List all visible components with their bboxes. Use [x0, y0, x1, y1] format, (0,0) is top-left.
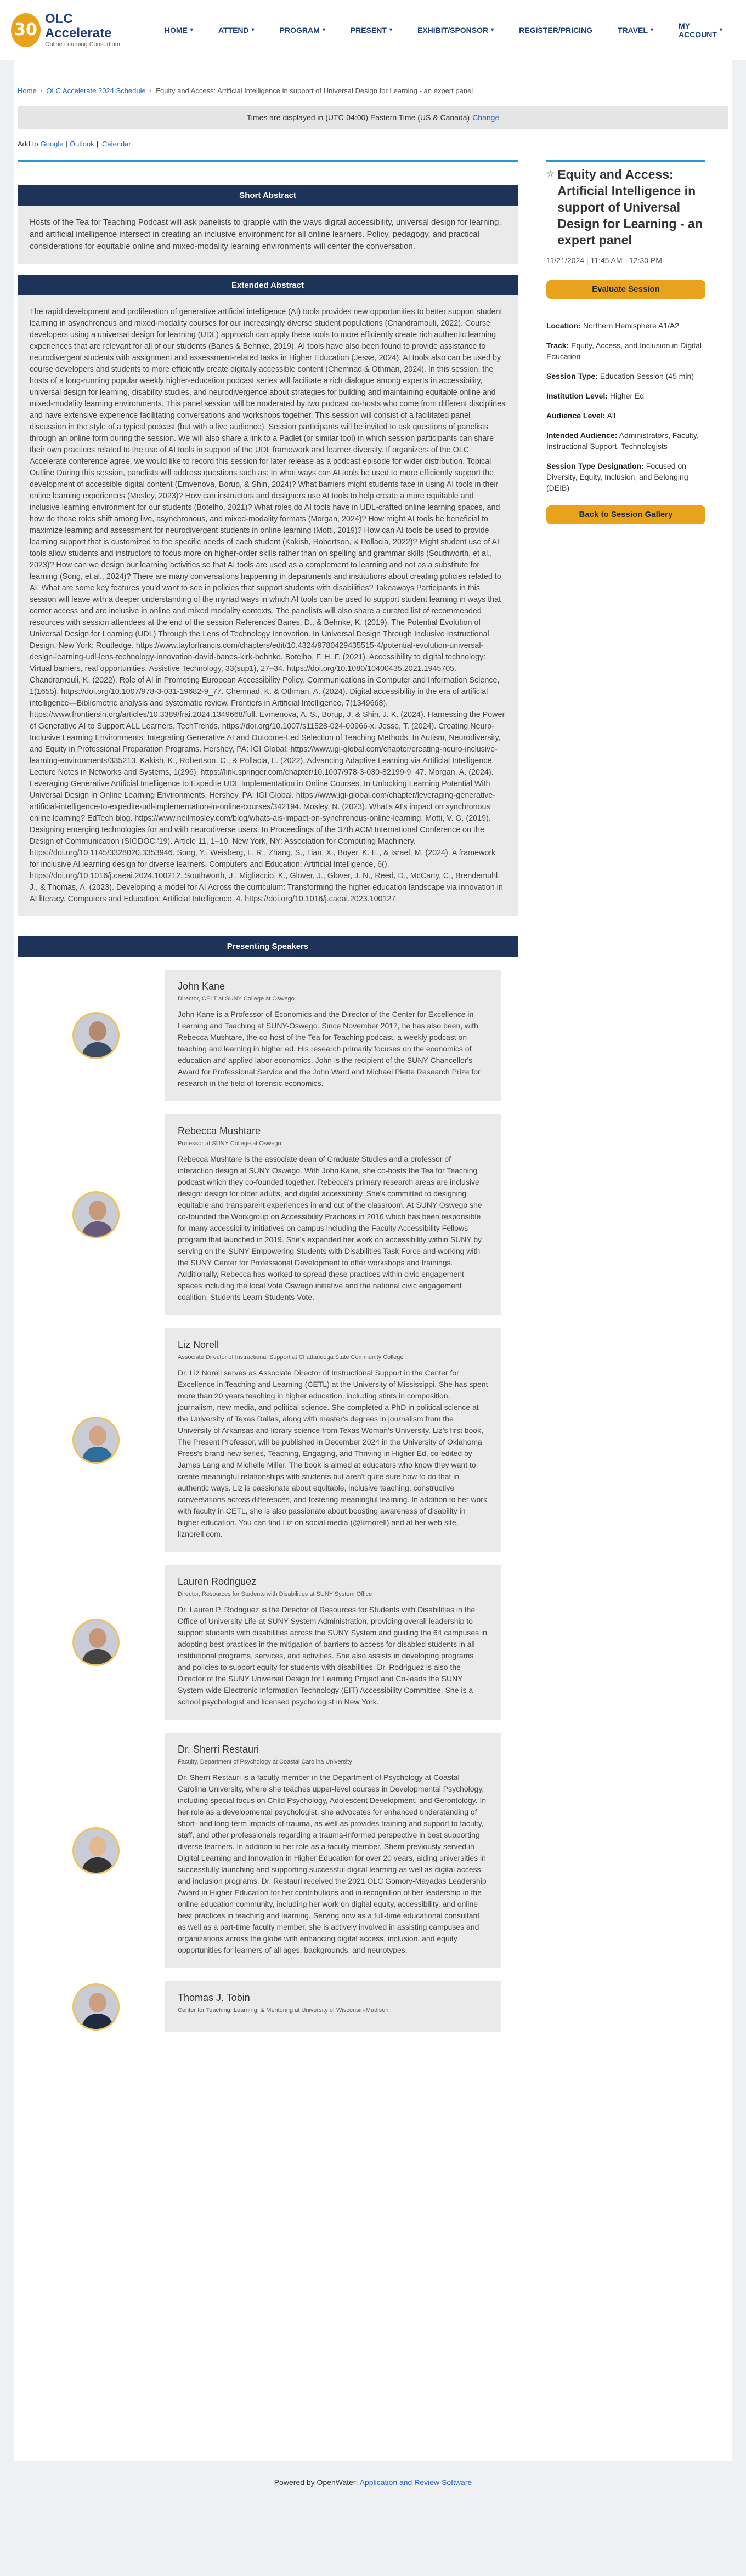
top-navigation — [0, 0, 746, 60]
avatar — [72, 1417, 120, 1464]
speaker-name: Dr. Sherri Restauri — [178, 1744, 259, 1755]
back-to-session-gallery-button[interactable]: Back to Session Gallery — [546, 505, 705, 524]
timezone-bar — [18, 106, 728, 129]
speaker-name: Rebecca Mushtare — [178, 1125, 261, 1136]
chevron-down-icon: ▾ — [650, 27, 653, 33]
add-to-outlook-link[interactable]: Outlook — [69, 140, 94, 148]
chevron-down-icon: ▾ — [322, 27, 325, 33]
session-institution-level: Institution Level: Higher Ed — [546, 391, 645, 400]
timezone-text: Times are displayed in (UTC-04:00) Eastern Time (US & Canada) — [246, 113, 470, 122]
speaker-bio: Dr. Sherri Restauri is a faculty member in the Department of Psychology at Coastal Carolina University, where she teaches upper-level courses in Developmental Psychology, including special focus on Child Psychology, Adolescent Development, and Gerontology. In her role as a developmental psychologist, she advocates for enhanced understanding of short- and long-term impacts of trauma, as well as provides training and support to faculty, staff, and other professionals regarding a trauma-informed perspective in best supporting diverse learners. In addition to her role as a faculty member, Sherri previously served in Digital Learning and Innovation in Higher Education for over 20 years, aiding universities in successfully launching and supporting successful digital learning as well as digital access and inclusion programs. Dr. Restauri received the 2021 OLC Gomory-Mayadas Leadership Award in Higher Education for her contributions and in recognition of her leadership in the online education community, including her work on digital equity, accessibility, and online best practices in teaching and learning. Serving now as a full-time educational consultant as well as a part-time faculty member, she is actively involved in assisting campuses and organizations across the globe with enhancing digital access, inclusion, and equity opportunities for learners of all ages, backgrounds, and neurotypes. — [178, 1773, 487, 1954]
speaker-title: Director, CELT at SUNY College at Oswego — [178, 996, 295, 1002]
speaker-card — [18, 970, 518, 1101]
short-abstract-text: Hosts of the Tea for Teaching Podcast will ask panelists to grapple with the ways digital accessibility, universal design for learning, and artificial intelligence intersect in creating an inclusive environment for all online learners. Policy, pedagogy, and practical considerations for equitable online and mixed-modality learning environments will center the conversation. — [18, 206, 518, 264]
add-to-label: Add to — [18, 140, 38, 148]
speaker-name: John Kane — [178, 981, 225, 992]
speaker-title: Professor at SUNY College at Oswego — [178, 1140, 281, 1147]
speaker-bio: Rebecca Mushtare is the associate dean of Graduate Studies and a professor of interaction design at SUNY Oswego. With John Kane, she co-hosts the Tea for Teaching podcast which they co-founded together. Rebecca's primary research areas are inclusive design: design for older adults, and digital accessibility. She's committed to designing equitable and transparent experiences in and out of the classroom. At SUNY Oswego she co-founded the Workgroup on Accessibility Practices in 2016 which has been responsible for many accessibility initiatives on campus including the Faculty Accessibility Fellows program that launched in 2019. She's expanded her work on accessibility within SUNY by serving on the SUNY Empowering Students with Disabilities Task Force and working with the SUNY Center for Professional Development to offer workshops and trainings. Additionally, Rebecca has worked to spread these practices within civic engagement spaces including the local Vote Oswego initiative and the national civic engagement coalition, Students Learn Students Vote. — [178, 1155, 482, 1301]
speaker-card — [18, 1981, 518, 2032]
timezone-change-link[interactable]: Change — [472, 113, 500, 122]
footer-link[interactable]: Application and Review Software — [359, 2478, 472, 2487]
chevron-down-icon: ▾ — [719, 27, 722, 33]
speaker-card — [18, 1328, 518, 1552]
breadcrumb-current: Equity and Access: Artificial Intelligence in support of Universal Design for Learning - an expert panel — [155, 87, 473, 95]
add-to-calendar: Add to Google | Outlook | iCalendar — [18, 140, 131, 148]
speaker-bio: John Kane is a Professor of Economics and the Director of the Center for Excellence in Learning and Teaching at SUNY-Oswego. Since November 2017, he has also been, with Rebecca Mushtare, the co-host of the Tea for Teaching podcast, a weekly podcast on teaching and learning in higher ed. His research primarily focuses on the economics of education and applied labor economics. John is the recipient of the SUNY Chancellor's Award for Professional Service and the John Ward and Michael Piette Research Prize for research in the field of forensic economics. — [178, 1010, 481, 1088]
speaker-card — [18, 1114, 518, 1315]
logo-title: OLC Accelerate — [45, 12, 112, 41]
speaker-name: Lauren Rodriguez — [178, 1576, 257, 1587]
speaker-bio: Dr. Lauren P. Rodriguez is the Director of Resources for Students with Disabilities in the Office of University Life at SUNY System Administration, providing overall leadership to support students with disabilities across the SUNY System and guiding the 64 campuses in adopting best practices in the mitigation of barriers to access for disabled students in all institutional programs, services, and activities. She also assists in developing programs and policies to support equity for students with disabilities. Dr. Rodriguez is also the Director of the SUNY Universal Design for Learning Project and Co-leads the SUNY System-wide Electronic Information Technology (EIT) Accessibility Committee. She is a school psychologist and licensed psychologist in New York. — [178, 1605, 487, 1706]
session-sidebar — [546, 160, 705, 2032]
star-icon[interactable]: ☆ — [546, 169, 555, 179]
avatar — [72, 1827, 120, 1874]
breadcrumb-schedule[interactable]: OLC Accelerate 2024 Schedule — [46, 87, 146, 95]
short-abstract-heading: Short Abstract — [18, 185, 518, 206]
speaker-title: Associate Director of Instructional Support at Chattanooga State Community College — [178, 1354, 404, 1361]
speaker-title: Faculty, Department of Psychology at Coastal Carolina University — [178, 1759, 352, 1765]
add-to-google-link[interactable]: Google — [40, 140, 64, 148]
logo-subtitle: Online Learning Consortium — [45, 41, 120, 48]
nav-item-exhibit-sponsor[interactable]: EXHIBIT/SPONSOR ▾ — [417, 25, 494, 35]
speaker-card — [18, 1565, 518, 1720]
nav-item-present[interactable]: PRESENT ▾ — [350, 25, 392, 35]
main-menu — [152, 21, 735, 39]
avatar — [72, 1012, 120, 1059]
divider — [18, 160, 518, 162]
evaluate-session-button[interactable]: Evaluate Session — [546, 280, 705, 299]
logo-badge: 30 — [11, 13, 41, 47]
footer — [0, 2461, 746, 2503]
nav-item-attend[interactable]: ATTEND ▾ — [218, 25, 255, 35]
avatar — [72, 1619, 120, 1666]
extended-abstract-text: The rapid development and proliferation of generative artificial intelligence (AI) tools provides new opportunities to better support student learning in asynchronous and mixed-modality courses for our increasingly diverse student populations (Chandramouli, 2022). Course developers using a universal design for learning (UDL) approach can apply these tools to more efficiently create rich authentic learning experiences that are relevant for all of our students (Banes & Behnke, 2019). AI tools have also been found to provide assistance to neurodivergent students with assignment and assessment-related tasks in Higher Education (Jesse, 2024). AI tools also can be used by course developers and students to more efficiently create digitally accessible content (Chemnad & Othman, 2024). In this session, the hosts of a long-running popular weekly higher-education podcast series will facilitate a rich dialogue among experts in accessibility, universal design for learning, disability studies, and neurodivergence about strategies for building and maintaining equitable online and mixed-modality learning environments. This panel session will be moderated by two podcast co-hosts who come from different disciplines and have extensive experience facilitating conversations and workshops together. This session will consist of a facilitated panel discussion in the style of a typical podcast (but with a live audience). Session participants will be invited to ask questions of panelists through an online form during the session. We will also share a link to a Padlet (or similar tool) in which session participants can share their own practices related to the use of AI tools in support of the UDL framework and learner diversity. If organizers of the OLC Accelerate conference agree, we would like to record this session for later release as a podcast episode for wider distribution. Topical Outline During this session, panelists will address questions such as: In what ways can AI tools be used to more efficiently support the development of accessible digital content (Emvenova, Borup, & Shin, 2024)? What barriers might students face in using AI tools in their online learning experiences (Mosley, 2023)? How can instructors and designers use AI tools to help create a more equitable and inclusive learning environment for our students (Botelho, 2021)? What roles do AI tools have in UDL-crafted online learning spaces, and how do those roles shift among live, asynchronous, and mixed-modality formats (Morgan, 2024)? How might AI tools be beneficial to maximize learning and assessment for neurodivergent students in online learning (Motti, 2019)? How can AI tools be used to provide learning support that is customized to the specific needs of each student (Kakish, Robertson, & Pollacia, 2022)? Might student use of AI tools allow students and instructors to focus more on higher-order skills rather than on spelling and grammar skills (Southworth, et al., 2023)? How can we design our learning activities so that AI tools are used as a complement to learning and not as a substitute for learning (Song, et al., 2024)? There are many conversations happening in departments and institutions about creating policies related to AI. What are some key features you'd want to see in policies that support students with disabilities? Takeaways Participants in this session will leave with a deeper understanding of the myriad ways in which AI tools can be used to support student learning in ways that center access and are inclusive in online and mixed modality contexts. The panelists will also share a curated list of recommended resources with session attendees at the end of the session References Banes, D., & Behnke, K. (2019). The Potential Evolution of Universal Design for Learning (UDL) Through the Lens of Technology Innovation. In Universal Design Through Inclusive Instructional Design. New York: Routledge. https://www.taylorfrancis.com/chapters/edit/10.4324/9780429435515-4/potential-evolution-universal-design-learning-udl-lens-technology-innovation-david-banes-kirk-behnke. Botelho, F. H. F. (2021). Accessibility to digital technology: Virtual barriers, real opportunities. Assistive Technology, 33(sup1), 27–34. https://doi.org/10.1080/10400435.2021.1945705. Chandramouli, K. (2022). Role of AI in Promoting European Accessibility Policy. Communications in Computer and Information Science, 1(1655). https://doi.org/10.1007/978-3-031-19682-9_77. Chemnad, K. & Othman, A. (2024). Digital accessibility in the era of artificial intelligence—Bibliometric analysis and systematic review. Frontiers in Artificial Intelligence, 7(1349668). https://www.frontiersin.org/articles/10.3389/frai.2024.1349668/full. Evmenova, A. S., Borup, J. & Shin, J. K. (2024). Harnessing the Power of Generative AI to Support ALL Learners. TechTrends. https://doi.org/10.1007/s11528-024-00966-x. Jesse, T. (2024). Creating Neuro-Inclusive Learning Environments: Integrating Generative AI and Outcome-Led Selection of Teaching Methods. In Autism, Neurodiversity, and Equity in Professional Preparation Programs. Hershey, PA: IGI Global. https://www.igi-global.com/chapter/creating-neuro-inclusive-learning-environments/335213. Kakish, K., Robertson, C., & Pollacia, L. (2022). Advancing Adaptive Learning via Artificial Intelligence. Lecture Notes in Networks and Systems, 1(296). https://link.springer.com/chapter/10.1007/978-3-030-82199-9_47. Morgan, A. (2024). Leveraging Generative Artificial Intelligence to Expedite UDL Implementation in Online Courses. In Unlocking Learning Potential With Universal Design in Online Learning Environments. Hershey, PA: IGI Global. https://www.igi-global.com/chapter/leveraging-generative-artificial-intelligence-to-expedite-udl-implementation-in-online-courses/342194. Mosley, N. (2023). What's AI's impact on synchronous online learning? EdTech blog. https://www.neilmosley.com/blog/whats-ais-impact-on-synchronous-online-learning. Motti, V. G. (2019). Designing emerging technologies for and with neurodiverse users. In Proceedings of the 37th ACM International Conference on the Design of Communication (SIGDOC '19). Article 11, 1–10. New York, NY: Association for Computing Machinery. https://doi.org/10.1145/3328020.3353946. Song, Y., Weisberg, L. R., Zhang, S., Tian, X., Boyer, K. E., & Israel, M. (2024). A framework for inclusive AI learning design for diverse learners. Computers and Education: Artificial Intelligence, 6(). https://doi.org/10.1016/j.caeai.2024.100212. Southworth, J., Migliaccio, K., Glover, J., Glover, J. N., Reed, D., McCarty, C., Brendemuhl, J., & Thomas, A. (2023). Developing a model for AI Across the curriculum: Transforming the higher education landscape via innovation in AI literacy. Computers and Education: Artificial Intelligence, 4. https://doi.org/10.1016/j.caeai.2023.100127. — [18, 295, 518, 916]
speaker-card — [18, 1733, 518, 1968]
speaker-title: Director, Resources for Students with Disabilities at SUNY System Office — [178, 1591, 372, 1597]
main-column — [18, 160, 518, 2032]
session-location: Location: Northern Hemisphere A1/A2 — [546, 321, 679, 330]
speaker-bio: Dr. Liz Norell serves as Associate Director of Instructional Support in the Center for Excellence in Teaching and Learning (CETL) at the University of Mississippi. She has spent more than 20 years teaching in higher education, including stints in composition, journalism, new media, and political science. She completed a PhD in political science at the University of Texas Dallas, along with master's degrees in journalism from the University of Arkansas and library science from Texas Woman's University. Liz's first book, The Present Professor, will be published in December 2024 in the University of Oklahoma Press's brand-new series, Teaching, Engaging, and Thriving in Higher Ed, co-edited by James Lang and Michelle Miller. The book is aimed at educators who know they want to create meaningful relationships with students but aren't quite sure how to do that in authentic ways. Liz is passionate about equitable, inclusive teaching, constructive conversations across differences, and fostering meaningful learning. In addition to her work with faculty in CETL, she is also passionate about boosting awareness of disability in higher education. You can find Liz on social media (@liznorell) and at her web site, liznorell.com. — [178, 1368, 488, 1538]
nav-item-travel[interactable]: TRAVEL ▾ — [617, 25, 653, 35]
speaker-name: Thomas J. Tobin — [178, 1992, 250, 2003]
page-content — [14, 60, 732, 2461]
extended-abstract-heading: Extended Abstract — [18, 275, 518, 295]
avatar — [72, 1191, 120, 1238]
session-intended-audience: Intended Audience: Administrators, Faculty, Instructional Support, Technologists — [546, 431, 699, 451]
speaker-title: Center for Teaching, Learning, & Mentoring at University of Wisconsin-Madison — [178, 2007, 389, 2014]
breadcrumb: Home / OLC Accelerate 2024 Schedule / Equity and Access: Artificial Intelligence in support of Universal Design for Learning - an expert panel — [18, 87, 473, 95]
presenting-speakers-heading: Presenting Speakers — [18, 936, 518, 957]
footer-text: Powered by OpenWater: — [274, 2478, 358, 2487]
avatar — [72, 1983, 120, 2031]
session-audience-level: Audience Level: All — [546, 411, 616, 420]
site-logo[interactable] — [11, 12, 130, 48]
nav-item-register-pricing[interactable]: REGISTER/PRICING — [519, 25, 592, 35]
nav-item-my-account[interactable]: MY ACCOUNT ▾ — [678, 21, 722, 39]
session-datetime: 11/21/2024 | 11:45 AM - 12:30 PM — [546, 256, 662, 265]
nav-item-program[interactable]: PROGRAM ▾ — [279, 25, 325, 35]
session-title: Equity and Access: Artificial Intelligence in support of Universal Design for Learning - an expert panel — [557, 167, 703, 247]
chevron-down-icon: ▾ — [491, 27, 494, 33]
nav-item-home[interactable]: HOME ▾ — [164, 25, 193, 35]
session-type: Session Type: Education Session (45 min) — [546, 372, 694, 380]
add-to-icalendar-link[interactable]: iCalendar — [100, 140, 131, 148]
speaker-name: Liz Norell — [178, 1339, 219, 1350]
chevron-down-icon: ▾ — [190, 27, 193, 33]
session-type-designation: Session Type Designation: Focused on Diversity, Equity, Inclusion, and Belonging (DEIB) — [546, 462, 688, 492]
session-track: Track: Equity, Access, and Inclusion in Digital Education — [546, 341, 702, 361]
chevron-down-icon: ▾ — [251, 27, 255, 33]
breadcrumb-home[interactable]: Home — [18, 87, 37, 95]
chevron-down-icon: ▾ — [389, 27, 392, 33]
